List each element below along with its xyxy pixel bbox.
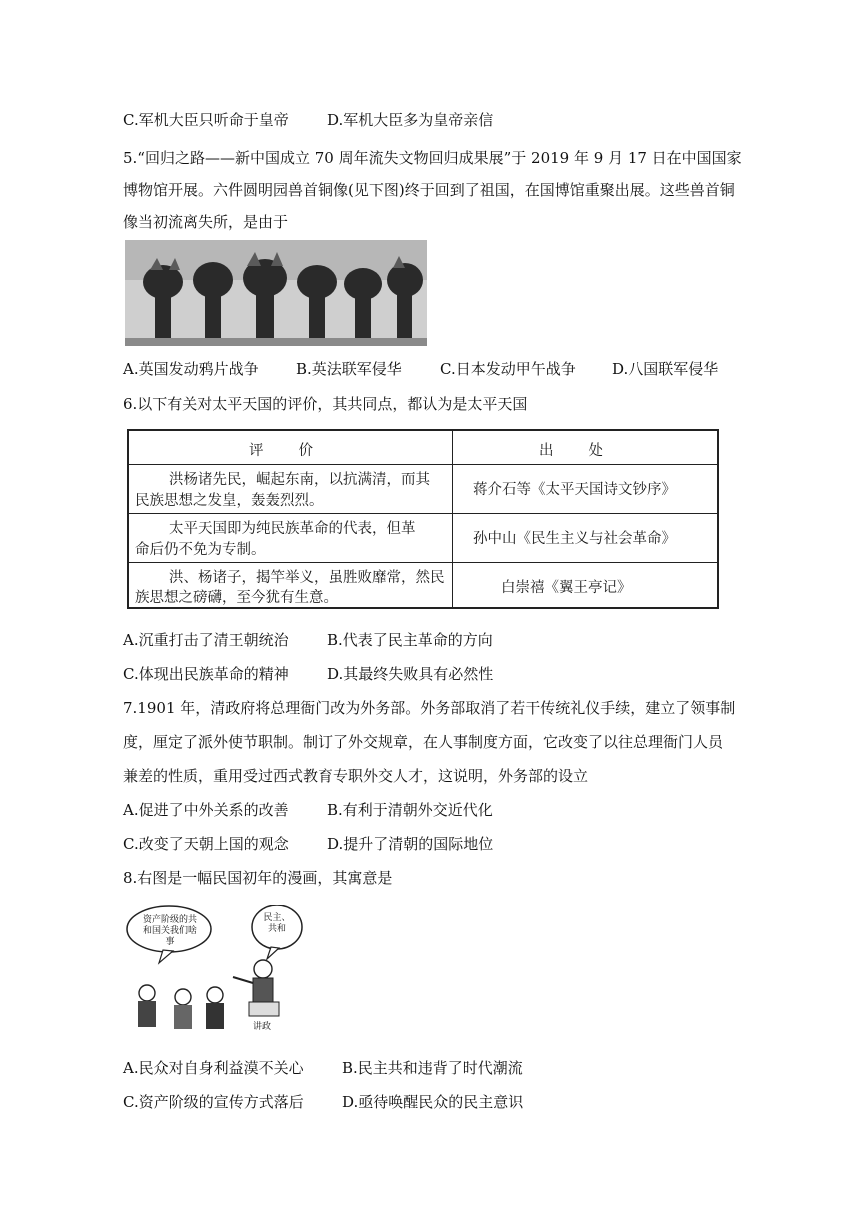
table-row-1-eval-line-2: 民族思想之发皇，轰轰烈烈。 [135,493,324,509]
table-row-2-eval-line-2: 命后仍不免为专制。 [135,542,266,558]
table-row-3-eval-line-1: 洪、杨诸子，揭竿举义，虽胜败靡常，然民 [169,570,445,586]
q5-option-b: B.英法联军侵华 [296,360,402,378]
republic-cartoon [125,905,305,1035]
q8-option-c: C.资产阶级的宣传方式落后 [123,1093,304,1111]
bronze-heads-photo [125,240,427,346]
table-header-evaluation: 评 价 [249,443,315,459]
q7-option-c: C.改变了天朝上国的观念 [123,835,289,853]
q6-option-b: B.代表了民主革命的方向 [327,631,493,649]
q6-stem: 6.以下有关对太平天国的评价，其共同点，都认为是太平天国 [123,395,528,413]
cartoon-bubble-right-text: 民主、共和 [263,913,291,934]
q8-option-a: A.民众对自身利益漠不关心 [123,1059,304,1077]
q5-option-c: C.日本发动甲午战争 [440,360,576,378]
q4-option-d: D.军机大臣多为皇帝亲信 [327,111,494,129]
table-row-2-eval-line-1: 太平天国即为纯民族革命的代表，但革 [169,521,416,537]
q6-option-c: C.体现出民族革命的精神 [123,665,289,683]
q7-option-a: A.促进了中外关系的改善 [123,801,289,819]
q5-stem-line-2: 博物馆开展。六件圆明园兽首铜像(见下图)终于回到了祖国，在国博馆重聚出展。这些兽首铜 [123,181,735,199]
q5-option-d: D.八国联军侵华 [612,360,719,378]
q7-option-b: B.有利于清朝外交近代化 [327,801,493,819]
table-header-source: 出 处 [539,443,605,459]
q7-stem-line-2: 度，厘定了派外使节职制。制订了外交规章，在人事制度方面，它改变了以往总理衙门人员 [123,733,724,751]
evaluation-table [127,429,719,609]
q4-option-c: C.军机大臣只听命于皇帝 [123,111,289,129]
cartoon-bubble-left-text: 资产阶级的共和国关我们啥事 [142,915,197,947]
q7-stem-line-1: 7.1901 年，清政府将总理衙门改为外务部。外务部取消了若干传统礼仪手续，建立了领事制 [123,699,736,717]
q5-stem-line-3: 像当初流离失所，是由于 [123,213,289,231]
table-row-1-source: 蒋介石等《太平天国诗文钞序》 [473,482,676,498]
q5-stem-line-1: 5.“回归之路——新中国成立 70 周年流失文物回归成果展”于 2019 年 9 月 17 日在中国国家 [123,149,742,167]
q8-option-d: D.亟待唤醒民众的民主意识 [342,1093,524,1111]
q8-option-b: B.民主共和违背了时代潮流 [342,1059,523,1077]
q6-option-a: A.沉重打击了清王朝统治 [123,631,289,649]
q7-option-d: D.提升了清朝的国际地位 [327,835,494,853]
table-row-2-source: 孙中山《民生主义与社会革命》 [473,531,676,547]
q8-stem: 8.右图是一幅民国初年的漫画，其寓意是 [123,869,393,887]
q6-option-d: D.其最终失败具有必然性 [327,665,494,683]
table-row-3-eval-line-2: 族思想之磅礴，至今犹有生意。 [135,590,338,606]
table-row-1-eval-line-1: 洪杨诸先民，崛起东南，以抗满清，而其 [169,472,430,488]
bronze-heads-illustration [125,240,427,346]
table-row-3-source: 白崇禧《翼王亭记》 [501,580,632,596]
q5-option-a: A.英国发动鸦片战争 [123,360,259,378]
q7-stem-line-3: 兼差的性质，重用受过西式教育专职外交人才，这说明，外务部的设立 [123,767,589,785]
cartoon-caption: 讲政 [253,1022,272,1032]
